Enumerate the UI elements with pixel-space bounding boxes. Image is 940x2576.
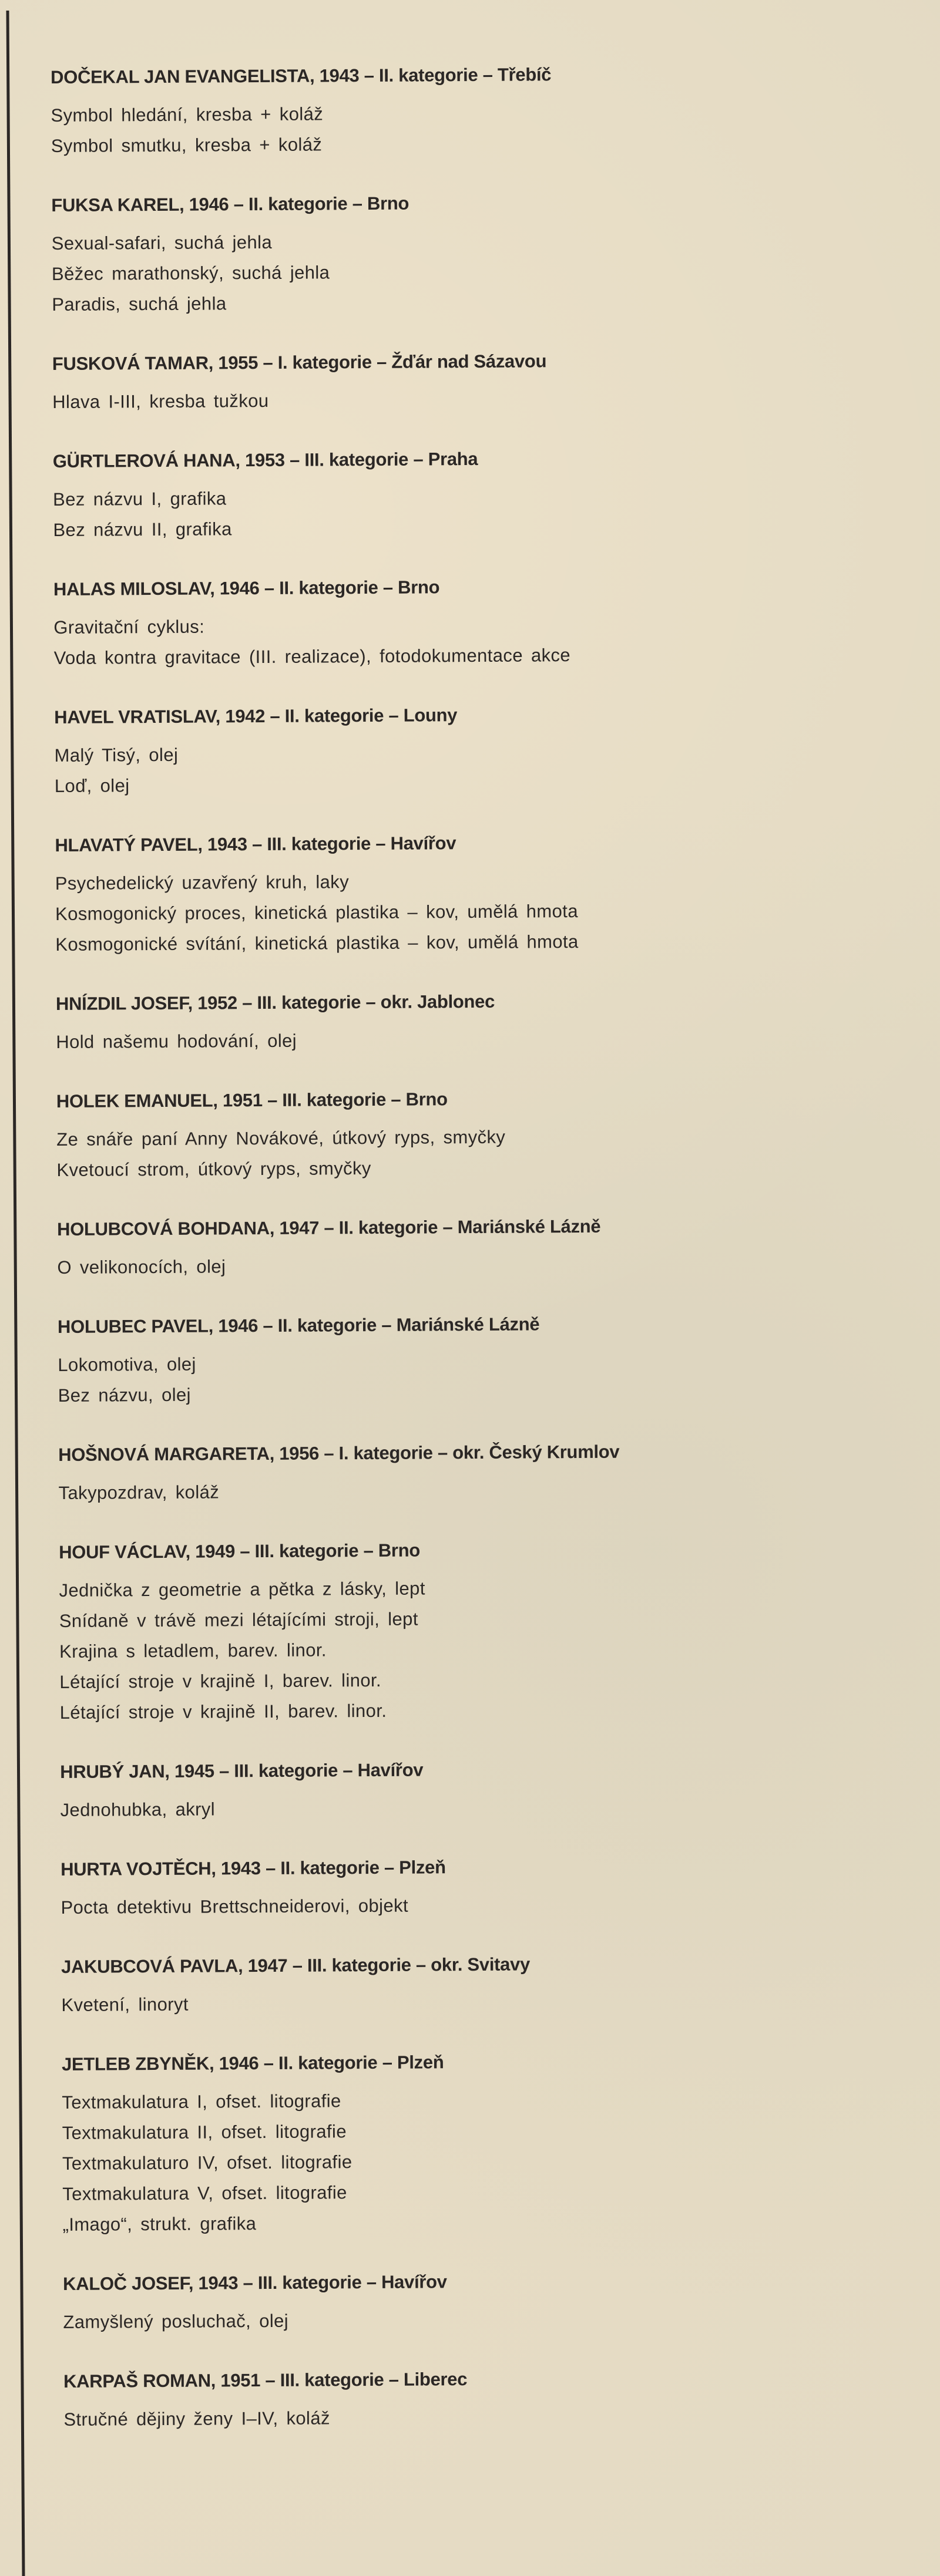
artist-heading: HAVEL VRATISLAV, 1942 – II. kategorie – Louny: [54, 705, 458, 728]
artwork-item: Loď, olej: [54, 775, 130, 796]
artwork-item: Ze snáře paní Anny Novákové, útkový ryps, smyčky: [56, 1126, 506, 1150]
artist-heading: HOŠNOVÁ MARGARETA, 1956 – I. kategorie – okr. Český Krumlov: [58, 1441, 620, 1465]
artwork-item: Textmakulatura I, ofset. litografie: [62, 2090, 341, 2113]
artwork-item: Jednohubka, akryl: [60, 1799, 216, 1820]
artist-heading: FUKSA KAREL, 1946 – II. kategorie – Brno: [51, 193, 409, 215]
artwork-item: Krajina s letadlem, barev. linor.: [59, 1639, 327, 1662]
artist-entry: [54, 701, 924, 802]
artwork-item: Kvetení, linoryt: [61, 1994, 189, 2015]
artist-heading: FUSKOVÁ TAMAR, 1955 – I. kategorie – Žďár nad Sázavou: [52, 351, 547, 374]
artwork-item: „Imago“, strukt. grafika: [62, 2213, 257, 2235]
artwork-item: Létající stroje v krajině II, barev. linor.: [59, 1700, 387, 1723]
artwork-item: Bez názvu I, grafika: [53, 488, 227, 510]
artwork-item: Jednička z geometrie a pětka z lásky, lept: [59, 1578, 425, 1601]
artwork-item: Malý Tisý, olej: [54, 744, 179, 766]
artist-heading: HRUBÝ JAN, 1945 – III. kategorie – Havířov: [60, 1759, 424, 1782]
artist-entry: [58, 1439, 928, 1508]
artist-entry: [61, 1951, 931, 2021]
artist-heading: HOLEK EMANUEL, 1951 – III. kategorie – Brno: [56, 1089, 448, 1112]
artist-entry: [59, 1536, 929, 1728]
artwork-item: Textmakulatura II, ofset. litografie: [62, 2121, 347, 2143]
artwork-item: Zamyšlený posluchač, olej: [63, 2310, 289, 2332]
artwork-item: Snídaně v trávě mezi létajícími stroji, lept: [59, 1608, 418, 1631]
artwork-item: Textmakulaturo IV, ofset. litografie: [62, 2151, 352, 2174]
artwork-item: Kosmogonické svítání, kinetická plastika – kov, umělá hmota: [55, 931, 579, 955]
artist-heading: HALAS MILOSLAV, 1946 – II. kategorie – Brno: [53, 577, 440, 600]
artist-entry: [61, 1853, 931, 1923]
artist-entry: [52, 348, 922, 417]
artist-entry: [55, 829, 925, 960]
artwork-item: Kosmogonický proces, kinetická plastika – kov, umělá hmota: [55, 901, 578, 924]
artwork-item: Kvetoucí strom, útkový ryps, smyčky: [56, 1157, 371, 1180]
exhibitor-list: [51, 61, 934, 2467]
artist-entry: [58, 1311, 928, 1411]
artwork-item: Hold našemu hodování, olej: [56, 1030, 297, 1052]
artwork-item: Hlava I-III, kresba tužkou: [52, 390, 269, 412]
artwork-item: Stručné dějiny ženy I–IV, koláž: [63, 2407, 330, 2430]
artwork-item: Bez názvu, olej: [58, 1384, 191, 1406]
artwork-item: Takypozdrav, koláž: [58, 1481, 220, 1503]
artist-heading: KALOČ JOSEF, 1943 – III. kategorie – Havířov: [62, 2271, 447, 2294]
artwork-item: Psychedelický uzavřený kruh, laky: [55, 871, 350, 894]
artist-heading: HNÍZDIL JOSEF, 1952 – III. kategorie – okr. Jablonec: [55, 991, 495, 1014]
artist-heading: KARPAŠ ROMAN, 1951 – III. kategorie – Liberec: [63, 2369, 468, 2392]
artist-entry: [51, 61, 921, 161]
artwork-item: Textmakulatura V, ofset. litografie: [62, 2182, 347, 2204]
artwork-item: Bez názvu II, grafika: [53, 518, 232, 540]
artwork-item: Pocta detektivu Brettschneiderovi, objekt: [61, 1895, 409, 1918]
artwork-item: Lokomotiva, olej: [58, 1353, 196, 1375]
artist-entry: [56, 988, 926, 1058]
artwork-item: Symbol smutku, kresba + koláž: [51, 134, 323, 156]
artwork-item: Symbol hledání, kresba + koláž: [51, 103, 324, 126]
artist-heading: GÜRTLEROVÁ HANA, 1953 – III. kategorie – Praha: [52, 448, 478, 472]
artist-heading: JETLEB ZBYNĚK, 1946 – II. kategorie – Plzeň: [61, 2052, 444, 2075]
artist-heading: HOUF VÁCLAV, 1949 – III. kategorie – Brno: [59, 1540, 421, 1563]
artwork-item: Voda kontra gravitace (III. realizace), fotodokumentace akce: [53, 645, 571, 668]
artist-entry: [63, 2268, 933, 2338]
artist-entry: [57, 1213, 927, 1283]
artwork-item: O velikonocích, olej: [57, 1256, 226, 1278]
artist-entry: [60, 1756, 930, 1826]
artist-entry: [53, 445, 923, 545]
artwork-item: Gravitační cyklus:: [53, 616, 205, 638]
artwork-item: Sexual-safari, suchá jehla: [51, 231, 273, 254]
artist-entry: [56, 1085, 926, 1186]
artwork-item: Létající stroje v krajině I, barev. linor.: [59, 1669, 382, 1692]
artist-entry: [51, 189, 921, 320]
artist-heading: HOLUBCOVÁ BOHDANA, 1947 – II. kategorie – Mariánské Lázně: [56, 1215, 601, 1240]
artist-heading: DOČEKAL JAN EVANGELISTA, 1943 – II. kategorie – Třebíč: [51, 64, 552, 87]
artist-heading: HLAVATÝ PAVEL, 1943 – III. kategorie – Havířov: [55, 833, 456, 856]
artist-entry: [63, 2365, 934, 2435]
artwork-item: Běžec marathonský, suchá jehla: [51, 262, 330, 284]
artwork-item: Paradis, suchá jehla: [52, 293, 227, 315]
artist-entry: [62, 2048, 932, 2240]
artist-heading: HURTA VOJTĚCH, 1943 – II. kategorie – Plzeň: [61, 1857, 446, 1880]
artist-entry: [53, 573, 924, 674]
artist-heading: JAKUBCOVÁ PAVLA, 1947 – III. kategorie – okr. Svitavy: [61, 1954, 531, 1977]
artist-heading: HOLUBEC PAVEL, 1946 – II. kategorie – Mariánské Lázně: [57, 1314, 540, 1337]
